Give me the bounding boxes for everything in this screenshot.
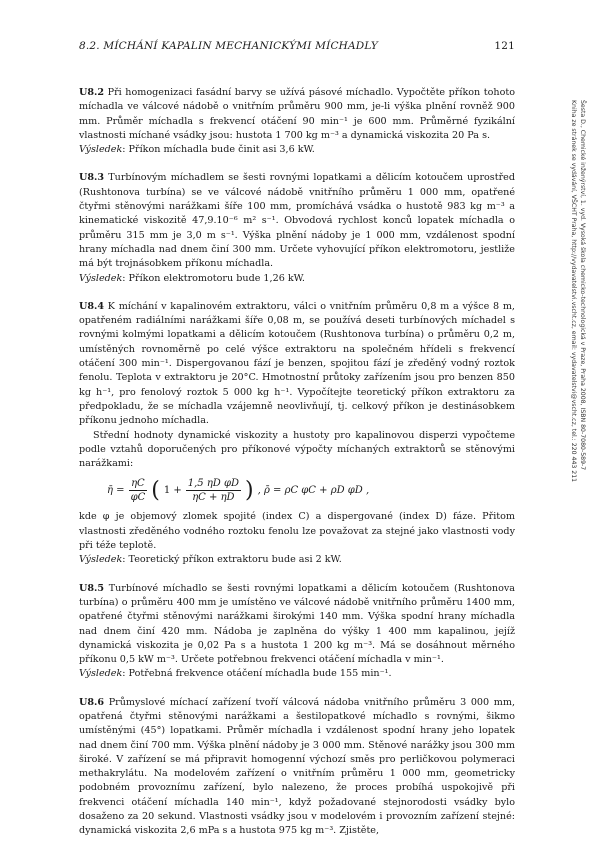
page-content [79,86,515,853]
problem-text: Průmyslové míchací zařízení tvoří válcová nádoba vnitřního průměru 3 000 mm, opatřená čtyřmi stěnovými narážkami a šestilopatkové míchadlo s rovnými, šikmo umístěnými (45°) lopatkami. Průměr míchadla i vzdálenost spodní hrany jeho lopatek nad dnem činí 700 mm. Výška plnění nádoby je 3 000 mm. Stěnové narážky jsou 300 mm široké. V zařízení se má připravit homogenní výchozí směs pro perličkovou polymeraci methakrylátu. Na modelovém zařízení o vnitřním průměru 1 000 mm, geometricky podobném provoznímu zařízení, bylo nalezeno, že proces probíhá uspokojivě při frekvenci otáčení míchadla 140 min⁻¹, když požadované stejnorodosti vsádky bylo dosaženo za 20 sekund. Vlastnosti vsádky jsou v modelovém i provozním zařízení stejné: dynamická viskozita 2,6 mPa s a hustota 975 kg m⁻³. Zjistěte, [79,696,515,837]
formula-rhs: , ρ̄ = ρC φC + ρD φD , [257,484,370,496]
problem-number: U8.6 [79,696,105,708]
page-header [79,40,515,52]
viscosity-density-formula [107,477,515,504]
problem-u8-4 [79,300,515,568]
formula-fraction-2 [186,477,241,504]
fraction-numerator: 1,5 ηD φD [187,478,240,490]
problem-u8-3 [79,171,515,285]
problem-text: Při homogenizaci fasádní barvy se užívá pásové míchadlo. Vypočtěte příkon tohoto míchadla ve válcové nádobě o vnitřním průměru 900 mm, je-li výška plnění rovněž 900 mm. Průměr míchadla s frekvencí otáčení 90 min⁻¹ je 600 mm. Průměrné fyzikální vlastnosti míchané vsádky jsou: hustota 1 700 kg m⁻³ a dynamická viskozita 20 Pa s. [79,87,515,141]
fraction-denominator: ηC + ηD [192,492,235,504]
problem-u8-6 [79,696,515,839]
formula-one-plus: 1 + [163,484,182,496]
problem-number: U8.3 [79,172,105,184]
result-label: Výsledek [79,554,123,566]
section-title: 8.2. MÍCHÁNÍ KAPALIN MECHANICKÝMI MÍCHADLY [79,40,379,52]
problem-u8-2 [79,86,515,157]
result-label: Výsledek [79,668,123,680]
result-text: : Příkon elektromotoru bude 1,26 kW. [122,272,305,284]
problem-text: K míchání v kapalinovém extraktoru, válci o vnitřním průměru 0,8 m a výšce 8 m, opatřeném radiálními narážkami šíře 0,08 m, se používá deseti turbínových míchadel s rovnými kolmými lopatkami a dělicím kotoučem (Rushtonova turbína) o průměru 0,2 m, umístěných rovnoměrně po celé výšce extraktoru na společném hřídeli s frekvencí otáčení 300 min⁻¹. Dispergovanou fází je benzen, spojitou fází je zředěný vodný roztok fenolu. Teplota v extraktoru je 20°C. Hmotnostní průtoky zařízením jsou pro benzen 850 kg h⁻¹, pro fenolový roztok 5 000 kg h⁻¹. Vypočítejte teoretický příkon extraktoru za předpokladu, že se míchadla vzájemně neovlivňují, tj. celkový příkon je destinásobkem příkonu jednoho míchadla. [79,300,515,427]
fraction-denominator: φC [130,492,146,504]
page-number: 121 [494,40,515,52]
problem-number: U8.4 [79,300,105,312]
problem-paragraph: kde φ je objemový zlomek spojité (index C) a dispergované (index D) fáze. Přitom vlastnosti zředěného vodného roztoku fenolu lze považovat za stejné jako vlastnosti vody při téže teplotě. [79,511,515,552]
result-text: : Teoretický příkon extraktoru bude asi 2 kW. [122,554,342,566]
formula-lhs: η̄ = [107,484,125,496]
open-parenthesis: ( [151,477,160,503]
problem-paragraph: Střední hodnoty dynamické viskozity a hustoty pro kapalinovou disperzi vypočteme podle vztahů doporučených pro příkonové výpočty míchaných extraktorů se stěnovými narážkami: [79,429,515,470]
problem-text: Turbínovým míchadlem se šesti rovnými lopatkami a dělicím kotoučem uprostřed (Rushtonova turbína) se ve válcové nádobě vnitřního průměru 1 000 mm, opatřené čtyřmi stěnovými narážkami šíře 100 mm, promíchává vsádka o hustotě 983 kg m⁻³ a kinematické viskozitě 47,9.10⁻⁶ m² s⁻¹. Obvodová rychlost konců lopatek míchadla o průměru 315 mm je 3,0 m s⁻¹. Výška plnění nádoby je 1 000 mm, vzdálenost spodní hrany míchadla nad dnem činí 300 mm. Určete vyhovující příkon elektromotoru, jestliže má být trojnásobkem příkonu míchadla. [79,172,515,270]
result-label: Výsledek [79,144,123,156]
problem-number: U8.2 [79,87,105,98]
fraction-numerator: ηC [131,478,145,490]
close-parenthesis: ) [245,477,254,503]
side-note-line-1: Šesta D., Chemické inženýrství, 1. vyd. Vysoká škola chemicko-technologická v Praze, Praha 2008, ISBN 80-7080-589-7 [579,100,586,471]
side-note-line-2: Kniha ze stránek se vydávání, VŠCHT Praha, http://vydavatelstvi.vscht.cz, email: vydavatelstvi@vscht.cz, tel.: 220 443 211 [570,100,578,483]
problem-text: Turbínové míchadlo se šesti rovnými lopatkami a dělicím kotoučem (Rushtonova turbína) o průměru 400 mm je umístěno ve válcové nádobě vnitřního průměru 1400 mm, opatřené čtyřmi stěnovými narážkami širokými 140 mm. Výška spodní hrany míchadla nad dnem činí 420 mm. Nádoba je zaplněna do výšky 1 400 mm kapalinou, jejíž dynamická viskozita je 0,02 Pa s a hustota 1 200 kg m⁻³. Má se dosáhnout měrného příkonu 0,5 kW m⁻³. Určete potřebnou frekvenci otáčení míchadla v min⁻¹. [79,582,515,666]
problem-number: U8.5 [79,582,105,594]
problem-u8-5 [79,582,515,682]
result-text: : Potřebná frekvence otáčení míchadla bude 155 min⁻¹. [122,668,392,680]
formula-fraction-1 [129,477,148,504]
side-copyright-note [526,100,586,560]
result-label: Výsledek [79,272,123,284]
result-text: : Příkon míchadla bude činit asi 3,6 kW. [122,144,315,156]
